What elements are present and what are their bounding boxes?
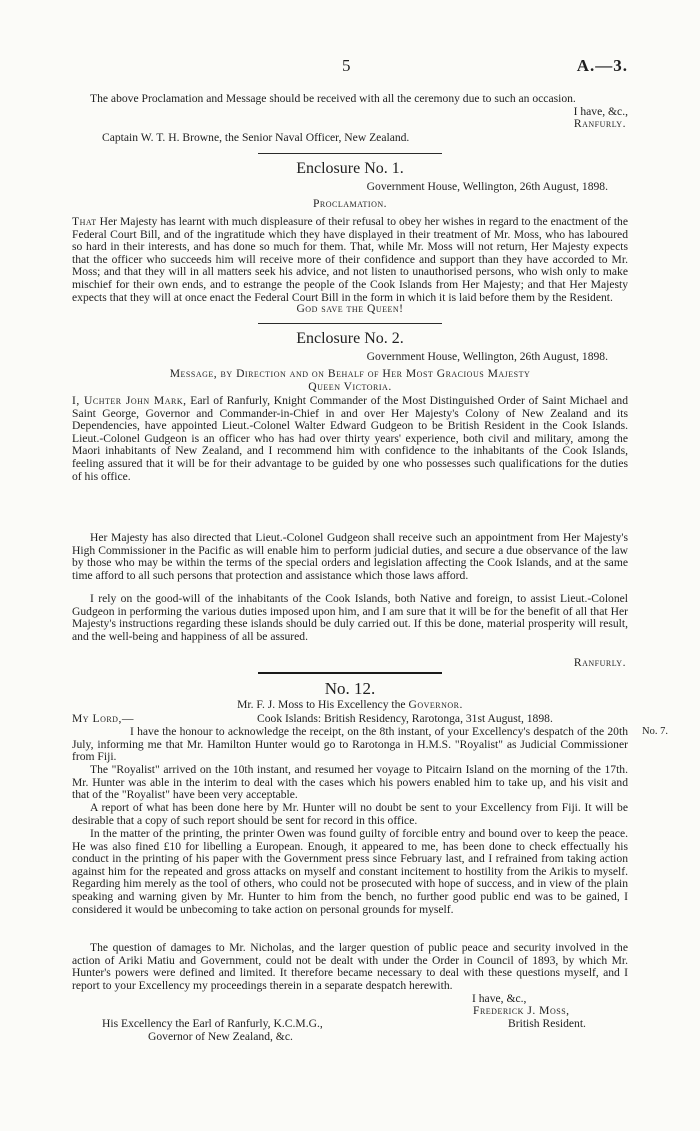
section-divider bbox=[258, 153, 442, 154]
message-paragraph-3: I rely on the good-will of the inhabitants of the Cook Islands, both Native and foreign, to assist Lieut.-Colonel Gudgeon in performing the various duties imposed upon him, and I am sure that it will be for the benefit of all that Her Majesty's instructions regarding these islands should be duly carried out. If this be done, material prosperity will result, and the well-being and happiness of all be assured. bbox=[72, 592, 628, 643]
message-paragraph-1 bbox=[72, 395, 628, 483]
despatch-dateline: Cook Islands: British Residency, Rarotonga, 31st August, 1898. bbox=[257, 712, 553, 725]
despatch-addressee-line1: His Excellency the Earl of Ranfurly, K.C.M.G., bbox=[102, 1017, 323, 1030]
message-lead: I, Uchter John Mark, bbox=[72, 394, 187, 407]
proclamation-body bbox=[72, 216, 628, 304]
document-reference: A.—3. bbox=[576, 56, 628, 75]
despatch-subtitle-text: Mr. F. J. Moss to His Excellency the bbox=[237, 698, 409, 711]
message-paragraph-2: Her Majesty has also directed that Lieut.-Colonel Gudgeon shall receive such an appointment from Her Majesty's High Commissioner in the Pacific as will enable him to perform judicial duties, and secure a due observance of the law by those who may be within the terms of the special orders and legislation affecting the Cook Islands, and at the same time afford to all such persons that protection and assistance which those laws afford. bbox=[72, 531, 628, 582]
message-paragraph-1-text: Earl of Ranfurly, Knight Commander of the Most Distinguished Order of Saint Michael and Saint George, Governor and Commander-in-Chief in and over Her Majesty's Colony of New Zealand and its Dependencies, have appointed Lieut.-Colonel Walter Edward Gudgeon to be British Resident in the Cook Islands. Lieut.-Colonel Gudgeon is an officer who has had over thirty years' experience, both civil and military, among the Maori inhabitants of New Zealand, and I recommend him with confidence to the inhabitants of the Cook Islands, feeling assured that it will be for their advantage to be guided by one who possesses such qualifications for the duties of his office. bbox=[72, 394, 628, 483]
intro-paragraph: The above Proclamation and Message should be received with all the ceremony due to such an occasion. bbox=[90, 92, 576, 105]
despatch-signature: Frederick J. Moss, bbox=[473, 1004, 570, 1017]
intro-signature: Ranfurly. bbox=[573, 117, 626, 130]
despatch-subtitle bbox=[0, 699, 700, 712]
intro-addressee: Captain W. T. H. Browne, the Senior Naval Officer, New Zealand. bbox=[102, 131, 410, 144]
message-signature: Ranfurly. bbox=[573, 656, 626, 669]
proclamation-heading: Proclamation. bbox=[312, 197, 388, 210]
despatch-paragraph-1: I have the honour to acknowledge the receipt, on the 8th instant, of your Excellency's despatch of the 20th July, informing me that Mr. Hamilton Hunter would go to Rarotonga in H.M.S. "Royalist" as Judicial Commissioner from Fiji. bbox=[72, 725, 628, 764]
page-number: 5 bbox=[342, 56, 351, 75]
despatch-paragraph-4: In the matter of the printing, the printer Owen was found guilty of forcible entry and bound over to keep the peace. He was also fined £10 for libelling a European. Enough, it appeared to me, has been done to check effectually his conduct in the printing of his paper with the Government press since February last, and I refrained from taking action against him for the repeated and gross attacks on myself and constant incitement to hostility from the Arikis to myself. Regarding him merely as the tool of others, who could not be prosecuted with hope of success, and in view of the plain speaking and warning given by Mr. Hunter to him from the bench, no further good public end was to be gained, I considered it would be unbecoming to take action on personal grounds for myself. bbox=[72, 827, 628, 916]
section-divider bbox=[258, 672, 442, 674]
despatch-paragraph-2: The "Royalist" arrived on the 10th instant, and resumed her voyage to Pitcairn Island on the morning of the 17th. Mr. Hunter was able in the interim to deal with the cases which his powers enabled him to take up, and his visit and that of the "Royalist" have been very acceptable. bbox=[72, 763, 628, 802]
proclamation-closing: God save the Queen! bbox=[296, 302, 404, 315]
enclosure-1-title: Enclosure No. 1. bbox=[296, 160, 404, 177]
despatch-salutation: My Lord,— bbox=[72, 712, 134, 725]
proclamation-text: Her Majesty has learnt with much displeasure of their refusal to obey her wishes in regard to the enactment of the Federal Court Bill, and of the ingratitude which they have displayed in their treatment of Mr. Moss, who has laboured so hard in their interests, and has done so much for them. That, while Mr. Moss will not return, Her Majesty expects that the officer who succeeds him will receive more of their confidence and support than they have accorded to Mr. Moss; and that they will in all matters seek his advice, and not listen to unauthorised persons, who wish only to make mischief for their own ends, and to estrange the people of the Cook Islands from Her Majesty; and that Her Majesty expects that they will at once enact the Federal Court Bill in the form in which it is laid before them by the Resident. bbox=[72, 215, 628, 304]
margin-note: No. 7. bbox=[642, 726, 668, 737]
enclosure-2-dateline: Government House, Wellington, 26th August, 1898. bbox=[366, 350, 608, 363]
despatch-addressee-line2: Governor of New Zealand, &c. bbox=[148, 1030, 293, 1043]
message-heading-line2: Queen Victoria. bbox=[308, 380, 392, 393]
message-heading-line1: Message, by Direction and on Behalf of Her Most Gracious Majesty bbox=[169, 367, 531, 380]
section-divider bbox=[258, 323, 442, 324]
enclosure-1-dateline: Government House, Wellington, 26th August, 1898. bbox=[366, 180, 608, 193]
despatch-closing: I have, &c., bbox=[472, 992, 527, 1005]
intro-closing: I have, &c., bbox=[573, 105, 628, 118]
despatch-signature-title: British Resident. bbox=[508, 1017, 586, 1030]
despatch-number: No. 12. bbox=[324, 679, 376, 698]
despatch-paragraph-3: A report of what has been done here by Mr. Hunter will no doubt be sent to your Excellency from Fiji. It will be desirable that a copy of such report should be sent for record in this office. bbox=[72, 801, 628, 827]
despatch-paragraph-5: The question of damages to Mr. Nicholas, and the larger question of public peace and security involved in the action of Ariki Matiu and Government, could not be dealt with under the Order in Council of 1893, by which Mr. Hunter's powers were defined and limited. It therefore became necessary to deal with these questions myself, and I report to your Excellency my proceedings therein in a separate despatch herewith. bbox=[72, 941, 628, 992]
proclamation-lead: That bbox=[72, 215, 97, 228]
despatch-subtitle-governor: Governor. bbox=[408, 698, 463, 711]
enclosure-2-title: Enclosure No. 2. bbox=[296, 330, 404, 347]
